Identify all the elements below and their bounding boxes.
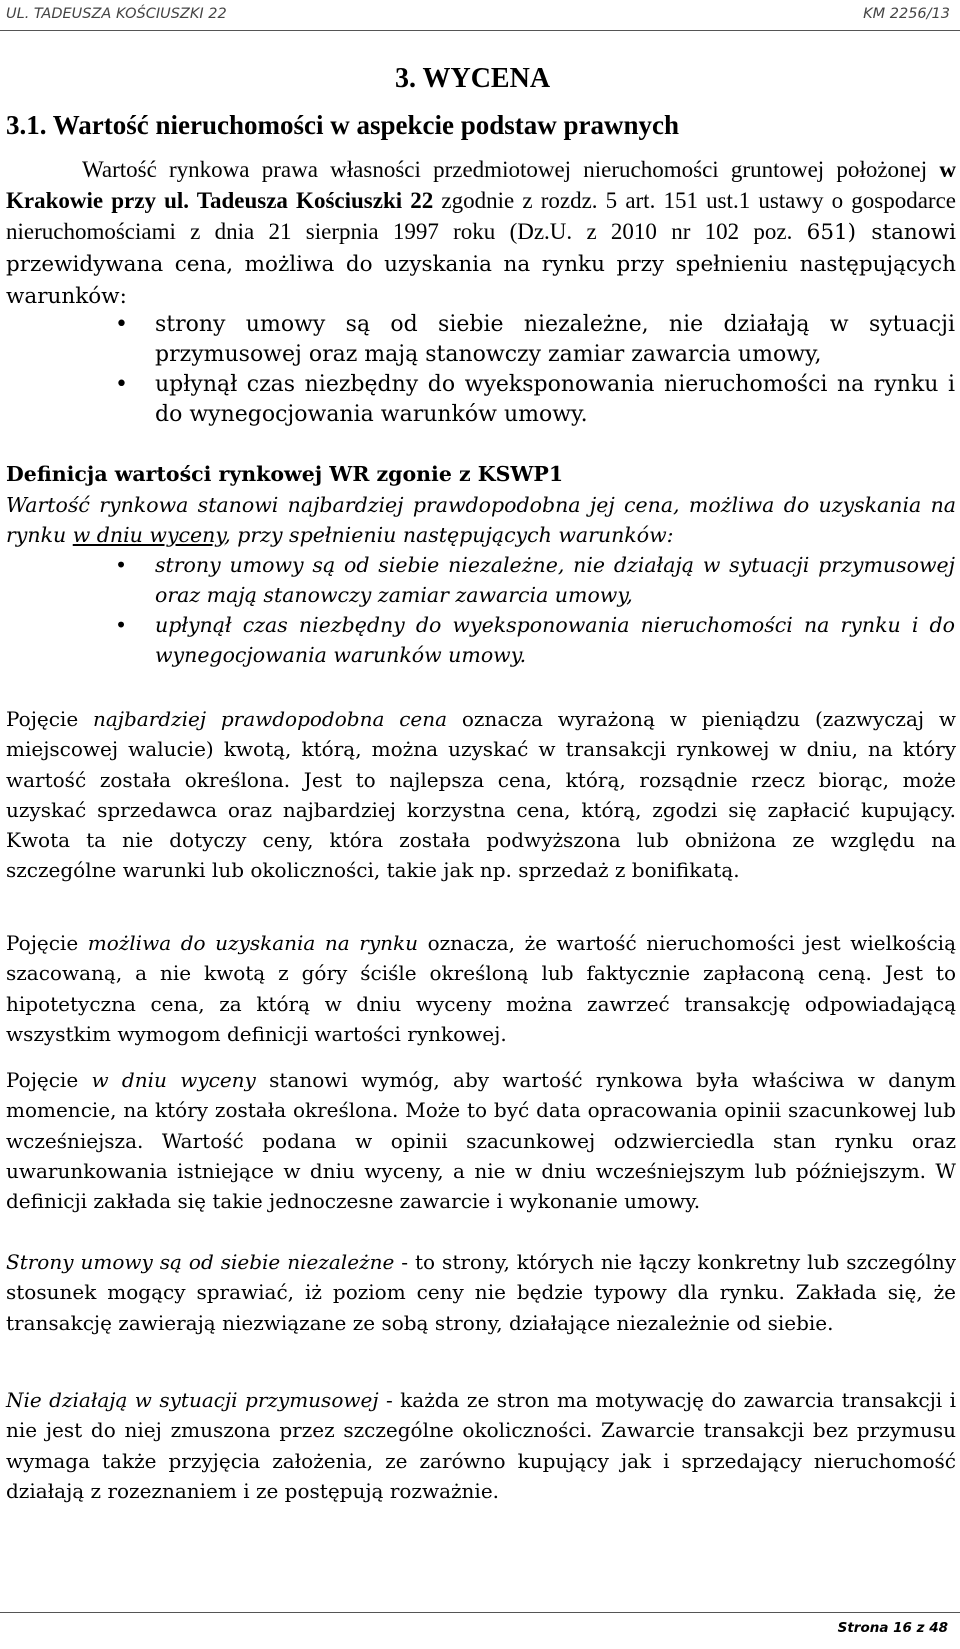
p2-term: możliwa do uzyskania na rynku (87, 931, 419, 955)
list-item: • upłynął czas niezbędny do wyeksponowania nieruchomości na rynku i do wynegocjowania warunków umowy. (155, 370, 955, 430)
subsection-title: 3.1. Wartość nieruchomości w aspekcie podstaw prawnych (6, 110, 680, 140)
list-item: • strony umowy są od siebie niezależne, nie działają w sytuacji przymusowej oraz mają stanowczy zamiar zawarcia umowy, (155, 310, 955, 370)
header-address: UL. TADEUSZA KOŚCIUSZKI 22 (6, 6, 227, 22)
intro-text-1: Wartość rynkowa prawa własności przedmiotowej nieruchomości gruntowej położonej (82, 157, 940, 182)
list-item: • upłynął czas niezbędny do wyeksponowania nieruchomości na rynku i do wynegocjowania warunków umowy. (155, 610, 955, 670)
paragraph-valuation-date (6, 1065, 956, 1216)
p1-lead: Pojęcie (6, 707, 93, 731)
p1-term: najbardziej prawdopodobna cena (92, 707, 448, 731)
header-divider (0, 30, 960, 31)
p4-body: - to strony, których nie łączy konkretny lub szczególny stosunek mogący sprawiać, iż poziom ceny nie będzie typowy dla rynku. Zakłada się, że transakcję zawierają niezwiązane ze sobą strony, działające niezależnie od siebie. (6, 1250, 957, 1335)
section-title: 3. WYCENA (395, 63, 551, 94)
intro-bullet-list (155, 310, 955, 430)
header-case-number: KM 2256/13 (863, 6, 950, 22)
p4-term: Strony umowy są od siebie niezależne (6, 1250, 395, 1274)
paragraph-most-probable-price (6, 704, 956, 886)
intro-location: w Krakowie przy ul. Tadeusza Kościuszki 22 (6, 157, 956, 213)
intro-paragraph (6, 154, 956, 312)
p1-body: oznacza wyrażoną w pieniądzu (zazwyczaj w miejscowej walucie) kwotą, którą, można uzyskać w transakcji rynkowej w dniu, na który wartość została określona. Jest to najlepsza cena, którą, rozsądnie rzecz biorąc, może uzyskać sprzedawca oraz najbardziej korzystna cena, którą, zgodzi się zapłacić kupujący. Kwota ta nie dotyczy ceny, która została podwyższona lub obniżona ze względu na szczególne warunki lub okoliczności, takie jak np. sprzedaż z bonifikatą. (6, 707, 956, 883)
intro-text-3: zgodnie z rozdz. 5 art. 151 ust.1 ustawy o gospodarce nieruchomościami z dnia 21 sierpnia 1997 roku (Dz.U. z 2010 nr 102 poz. (6, 188, 957, 244)
p3-term: w dniu wyceny (91, 1068, 256, 1092)
p3-lead: Pojęcie (6, 1068, 92, 1092)
intro-text-legal (6, 154, 956, 312)
intro-text-4: 651) stanowi przewidywana cena, możliwa do uzyskania na rynku przy spełnieniu następujących warunków: (6, 220, 956, 309)
p2-lead: Pojęcie (6, 931, 88, 955)
p3-body: stanowi wymóg, aby wartość rynkowa była właściwa w danym momencie, na który została określona. Może to być data opracowania opinii szacunkowej lub wcześniejsza. Wartość podana w opinii szacunkowej odzwierciedla stan rynku oraz uwarunkowania istniejące w dniu wyceny, a nie w dniu wcześniejszym lub późniejszym. W definicji zakłada się takie jednoczesne zawarcie i wykonanie umowy. (6, 1068, 957, 1214)
paragraph-independent-parties (6, 1247, 956, 1338)
definition-body (6, 490, 956, 550)
definition-text-a: Wartość rynkowa stanowi najbardziej prawdopodobna jej cena, możliwa do uzyskania na rynku (6, 493, 956, 547)
footer-divider (0, 1612, 960, 1613)
paragraph-no-compulsion (6, 1385, 956, 1506)
list-item: • strony umowy są od siebie niezależne, nie działają w sytuacji przymusowej oraz mają stanowczy zamiar zawarcia umowy, (155, 550, 955, 610)
page-number: Strona 16 z 48 (837, 1620, 948, 1636)
p2-body: oznacza, że wartość nieruchomości jest wielkością szacowaną, a nie kwotą z góry ściśle określoną lub faktycznie zapłaconą ceną. Jest to hipotetyczna cena, za którą w dniu wyceny można zawrzeć transakcję odpowiadającą wszystkim wymogom definicji wartości rynkowej. (6, 931, 956, 1046)
p5-body: - każda ze stron ma motywację do zawarcia transakcji i nie jest do niej zmuszona przez szczególne okoliczności. Zawarcie transakcji bez przymusu wymaga także przyjęcia założenia, ze zarówno kupujący jak i sprzedający nieruchomość działają z rozeznaniem i ze postępują rozważnie. (6, 1388, 957, 1503)
definition-heading: Definicja wartości rynkowej WR zgonie z KSWP1 (6, 462, 564, 486)
definition-bullet-list (155, 550, 955, 670)
paragraph-obtainable-on-market (6, 928, 956, 1049)
p5-term: Nie działają w sytuacji przymusowej (6, 1388, 379, 1412)
definition-underlined: w dniu wyceny (72, 523, 225, 547)
definition-text-b: , przy spełnieniu następujących warunków: (224, 523, 674, 547)
